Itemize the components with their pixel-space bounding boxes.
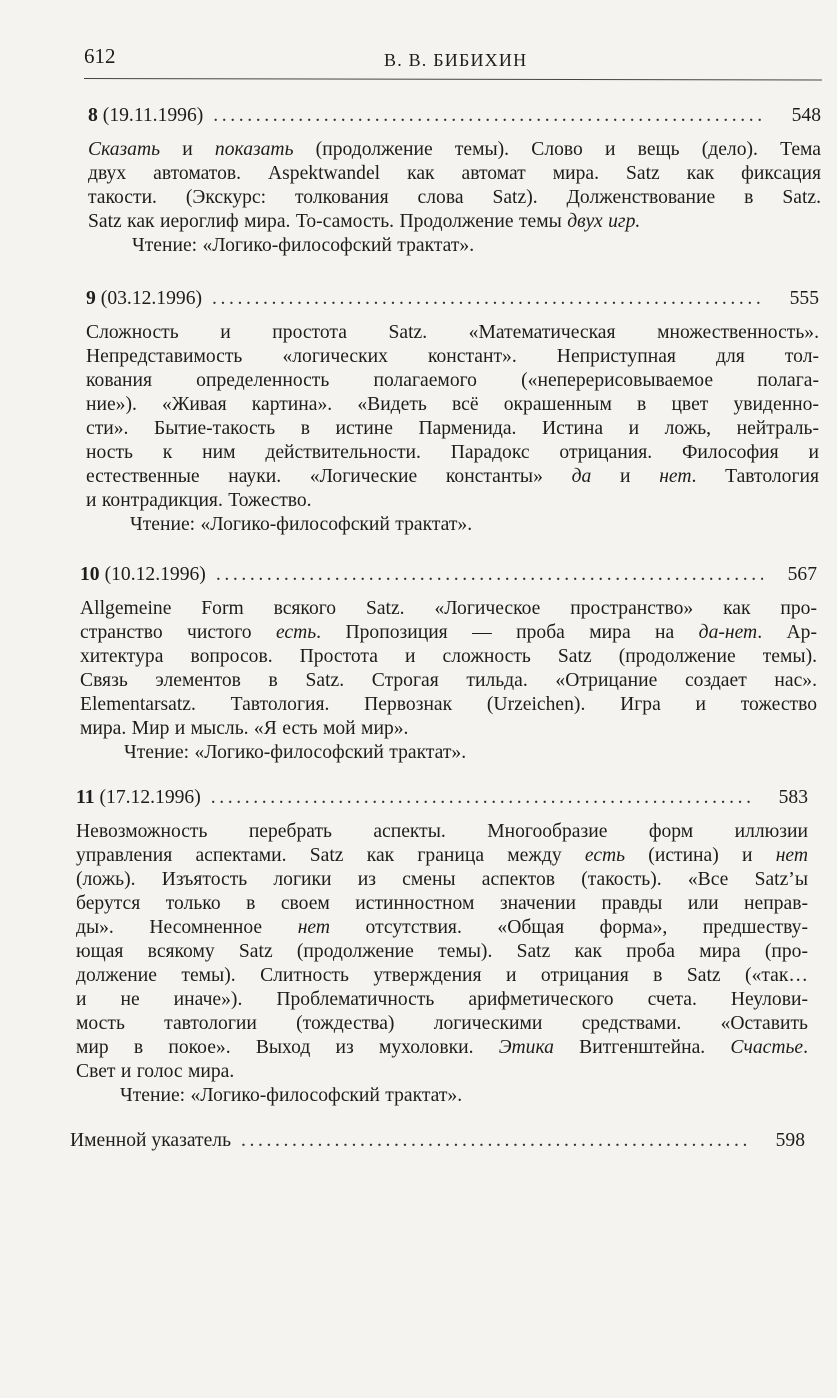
reading-note: Чтение: «Логико-философский трактат».: [130, 514, 473, 535]
summary-line: [86, 321, 819, 345]
summary-line: [76, 988, 808, 1012]
entry-page-number: 555: [789, 288, 819, 309]
toc-index-entry[interactable]: [70, 1130, 805, 1156]
summary-text: естественные науки. «Логические константы»: [86, 466, 572, 487]
lecture-number: 11: [76, 787, 95, 808]
summary-text: . Тавтология: [691, 466, 819, 487]
summary-line: [76, 1012, 808, 1036]
italic-term: есть: [584, 845, 626, 866]
summary-text: хитектура вопросов. Простота и сложность Satz (продолжение темы).: [80, 646, 817, 667]
toc-entry[interactable]: [76, 786, 808, 1108]
italic-term: есть: [275, 622, 317, 643]
italic-term: Счастье: [730, 1037, 804, 1058]
italic-term: Сказать: [88, 139, 161, 160]
summary-text: ние»). «Живая картина». «Видеть всё окрашенным в цвет увиденно-: [86, 394, 819, 415]
summary-text: сти». Бытие-такость в истине Парменида. Истина и ложь, нейтраль-: [86, 418, 819, 439]
summary-line: [88, 138, 821, 162]
summary-text: берутся только в своем истинностном значении правды или неправ-: [76, 893, 808, 914]
summary-text: Связь элементов в Satz. Строгая тильда. «Отрицание создает нас».: [80, 670, 817, 691]
running-head: В. В. БИБИХИН: [384, 50, 528, 70]
lecture-number: 8: [88, 105, 98, 126]
summary-line: [80, 597, 817, 621]
summary-line: [86, 417, 819, 441]
reading-note: Чтение: «Логико-философский трактат».: [124, 742, 467, 763]
entry-summary: [76, 820, 808, 1108]
summary-text: отсутствия. «Общая форма», предшеству-: [330, 917, 808, 938]
italic-term: нет: [659, 466, 692, 487]
summary-text: Невозможность перебрать аспекты. Многообразие форм иллюзии: [76, 821, 808, 842]
summary-text: Elementarsatz. Тавтология. Первознак (Urzeichen). Игра и тожество: [80, 694, 817, 715]
toc-entry[interactable]: [88, 104, 821, 258]
summary-line: [76, 868, 808, 892]
entry-heading: [88, 104, 821, 130]
summary-text: Витгенштейна.: [553, 1037, 731, 1058]
summary-line: [76, 820, 808, 844]
summary-line: [86, 465, 819, 489]
summary-line: [88, 186, 821, 210]
summary-line: [80, 669, 817, 693]
summary-line: [80, 645, 817, 669]
reading-note: Чтение: «Логико-философский трактат».: [132, 235, 475, 256]
italic-term: нет: [297, 917, 330, 938]
summary-text: Свет и голос мира.: [76, 1061, 235, 1082]
summary-text: должение темы). Слитность утверждения и отрицания в Satz («так…: [76, 965, 808, 986]
summary-line: [80, 621, 817, 645]
dot-leader: [211, 786, 754, 810]
lecture-number: 9: [86, 288, 96, 309]
summary-text: мира. Мир и мысль. «Я есть мой мир».: [80, 718, 409, 739]
summary-text: и не иначе»). Проблематичность арифметического счета. Неулови-: [76, 989, 808, 1010]
summary-text: и контрадикция. Тожество.: [86, 490, 312, 511]
entry-page-number: 548: [791, 105, 821, 126]
summary-text: (ложь). Изъятость логики из смены аспектов (такость). «Все Satz’ы: [76, 869, 808, 890]
summary-text: странство чистого: [80, 622, 276, 643]
lecture-date: (17.12.1996): [99, 787, 201, 808]
summary-line: [76, 1060, 808, 1084]
summary-text: управления аспектами. Satz как граница между: [76, 845, 585, 866]
italic-term: да: [571, 466, 592, 487]
summary-line: [76, 940, 808, 964]
lecture-date: (19.11.1996): [102, 105, 204, 126]
reading-note: Чтение: «Логико-философский трактат».: [120, 1085, 463, 1106]
dot-leader: [216, 563, 763, 587]
entry-heading: [76, 786, 808, 812]
summary-text: (продолжение темы). Слово и вещь (дело). Тема: [293, 139, 821, 160]
entry-summary: [88, 138, 821, 258]
summary-line: [86, 369, 819, 393]
page-number: 612: [84, 44, 116, 68]
dot-leader: [212, 287, 765, 311]
dot-leader: [241, 1130, 751, 1152]
italic-term: нет: [775, 845, 808, 866]
toc-entry[interactable]: [86, 287, 819, 537]
italic-term: Этика: [498, 1037, 554, 1058]
summary-line: [86, 345, 819, 369]
summary-line: [80, 717, 817, 741]
entry-heading: [86, 287, 819, 313]
summary-text: Непредставимость «логических констант». Неприступная для тол-: [86, 346, 819, 367]
lecture-number: 10: [80, 564, 100, 585]
summary-line: [88, 210, 821, 234]
summary-text: мость тавтологии (тождества) логическими средствами. «Оставить: [76, 1013, 808, 1034]
italic-term: двух игр.: [567, 211, 641, 232]
entry-summary: [86, 321, 819, 537]
toc-entry[interactable]: [80, 563, 817, 765]
lecture-date: (10.12.1996): [104, 564, 206, 585]
summary-line: [86, 489, 819, 513]
summary-line: [86, 393, 819, 417]
entry-heading: [80, 563, 817, 589]
entry-page-number: 583: [778, 787, 808, 808]
lecture-date: (03.12.1996): [100, 288, 203, 309]
summary-text: ды». Несомненное: [76, 917, 298, 938]
summary-line: [88, 162, 821, 186]
summary-text: ность к ним действительности. Парадокс отрицания. Философия и: [86, 442, 819, 463]
summary-text: (истина) и: [625, 845, 776, 866]
summary-text: и: [591, 466, 660, 487]
italic-term: показать: [214, 139, 294, 160]
entry-summary: [80, 597, 817, 765]
summary-text: кования определенность полагаемого («неперерисовываемое полага-: [86, 370, 819, 391]
dot-leader: [213, 104, 767, 128]
summary-text: такости. (Экскурс: толкования слова Satz). Долженствование в Satz.: [88, 187, 821, 208]
summary-line: [76, 1036, 808, 1060]
summary-text: Сложность и простота Satz. «Математическая множественность».: [86, 322, 819, 343]
summary-text: Allgemeine Form всякого Satz. «Логическое пространство» как про-: [80, 598, 817, 619]
summary-text: . Ар-: [757, 622, 817, 643]
summary-text: .: [803, 1037, 808, 1058]
entry-page-number: 567: [787, 564, 817, 585]
summary-line: [80, 693, 817, 717]
summary-line: [76, 916, 808, 940]
index-entry-page: 598: [775, 1130, 805, 1151]
summary-text: двух автоматов. Aspektwandel как автомат мира. Satz как фиксация: [88, 163, 821, 184]
summary-text: . Пропозиция — проба мира на: [316, 622, 699, 643]
summary-text: ющая всякому Satz (продолжение темы). Satz как проба мира (про-: [76, 941, 808, 962]
index-entry-label: Именной указатель: [70, 1130, 232, 1151]
summary-text: мир в покое». Выход из мухоловки.: [76, 1037, 499, 1058]
summary-text: и: [160, 139, 215, 160]
summary-text: Satz как иероглиф мира. То-самость. Продолжение темы: [88, 211, 568, 232]
summary-line: [86, 441, 819, 465]
italic-term: да-нет: [698, 622, 758, 643]
summary-line: [76, 964, 808, 988]
summary-line: [76, 844, 808, 868]
summary-line: [76, 892, 808, 916]
